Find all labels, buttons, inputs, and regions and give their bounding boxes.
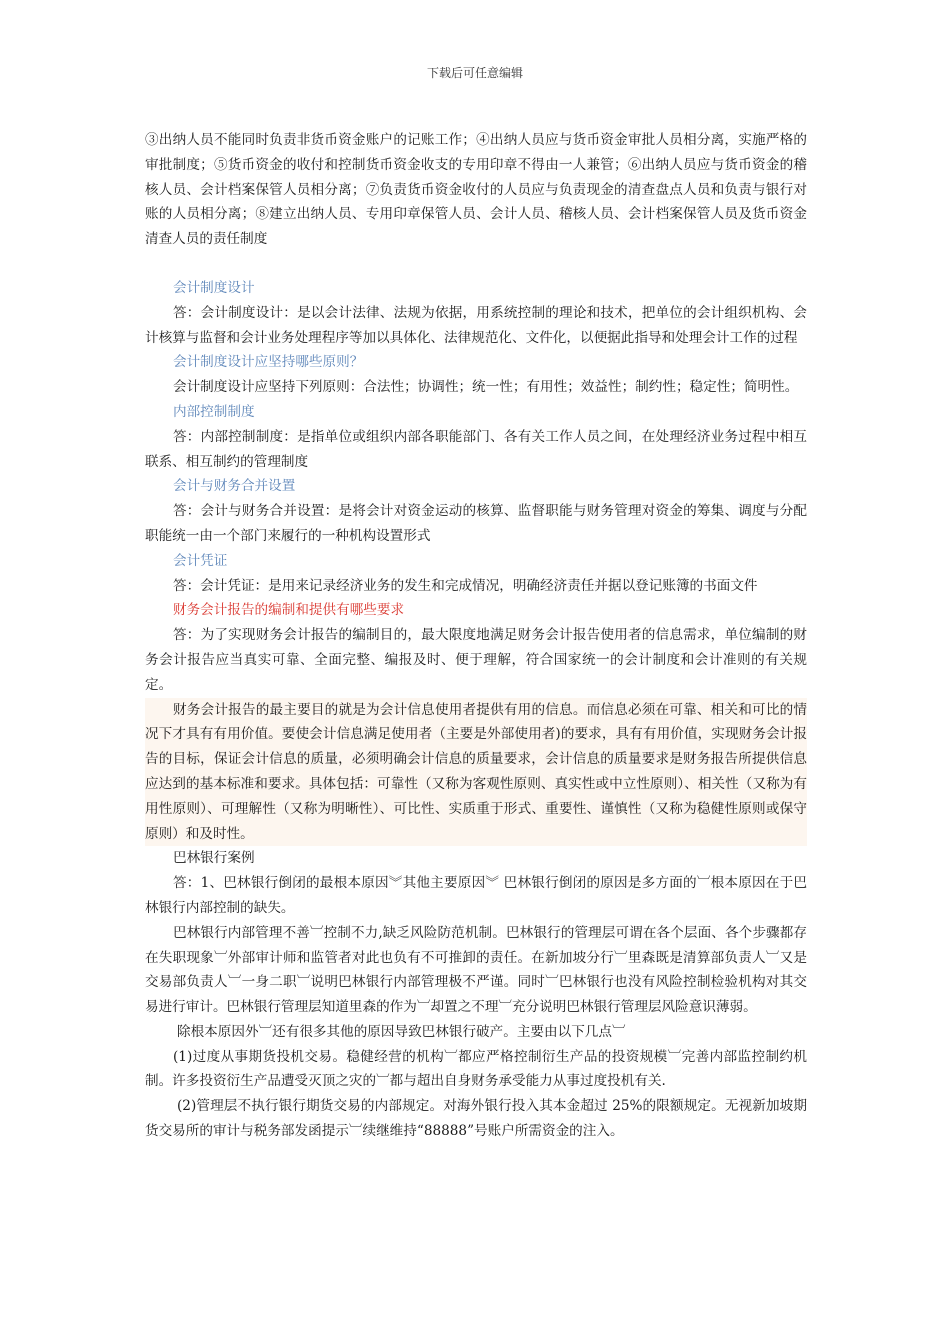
answer-paragraph: 会计制度设计应坚持下列原则：合法性；协调性；统一性；有用性；效益性；制约性；稳定性；简明性。: [173, 379, 799, 396]
case-paragraph: 除根本原因外︺还有很多其他的原因导致巴林银行破产。主要由以下几点︺: [177, 1023, 626, 1040]
report-question-heading: 财务会计报告的编制和提供有哪些要求: [173, 602, 405, 619]
answer-paragraph: 答：会计制度设计：是以会计法律、法规为依据，用系统控制的理论和技术，把单位的会计组织机构、会计核算与监督和会计业务处理程序等加以具体化、法律规范化、文件化，以便据此指导和处理会计工作的过程: [145, 304, 807, 346]
answer-paragraph: 答：会计凭证：是用来记录经济业务的发生和完成情况，明确经济责任并据以登记账簿的书面文件: [173, 577, 758, 594]
report-answer-paragraph: 答：为了实现财务会计报告的编制目的，最大限度地满足财务会计报告使用者的信息需求，单位编制的财务会计报告应当真实可靠、全面完整、编报及时、便于理解，符合国家统一的会计制度和会计准则的有关规定。: [145, 627, 807, 693]
case-paragraph: (2)管理层不执行银行期货交易的内部规定。对海外银行投入其本金超过 25%的限额规定。无视新加坡期货交易所的审计与税务部发函提示︺续继维持“88888”号账户所需资金的注入。: [145, 1098, 807, 1140]
case-paragraph: 答：1、巴林银行倒闭的最根本原因︾其他主要原因︾ 巴林银行倒闭的原因是多方面的︺根本原因在于巴林银行内部控制的缺失。: [145, 875, 807, 916]
answer-paragraph: 答：内部控制制度：是指单位或组织内部各职能部门、各有关工作人员之间，在处理经济业务过程中相互联系、相互制约的管理制度: [145, 428, 807, 470]
answer-paragraph: 答：会计与财务合并设置：是将会计对资金运动的核算、监督职能与财务管理对资金的筹集、调度与分配职能统一由一个部门来履行的一种机构设置形式: [145, 503, 807, 544]
question-heading: 会计制度设计: [173, 279, 255, 296]
spacer: [145, 252, 807, 276]
intro-paragraph: ③出纳人员不能同时负责非货币资金账户的记账工作；④出纳人员应与货币资金审批人员相分离，实施严格的审批制度；⑤货币资金的收付和控制货币资金收支的专用印章不得由一人兼管；⑥出纳人员应与货币资金的稽核人员、会计档案保管人员相分离；⑦负责货币资金收付的人员应与负责现金的清查盘点人员和负责与银行对账的人员相分离；⑧建立出纳人员、专用印章保管人员、会计人员、稽核人员、会计档案保管人员及货币资金清查人员的责任制度: [145, 132, 807, 248]
question-heading: 会计制度设计应坚持哪些原则？: [173, 354, 364, 371]
document-body: [145, 128, 807, 1144]
report-detail-paragraph: 财务会计报告的最主要目的就是为会计信息使用者提供有用的信息。而信息必须在可靠、相关和可比的情况下才具有有用价值。要使会计信息满足使用者（主要是外部使用者)的要求，具有有用价值，实现财务会计报告的目标，保证会计信息的质量，必须明确会计信息的质量要求，会计信息的质量要求是财务报告所提供信息应达到的基本标准和要求。具体包括：可靠性（又称为客观性原则、真实性或中立性原则）、相关性（又称为有用性原则）、可理解性（又称为明晰性）、可比性、实质重于形式、重要性、谨慎性（又称为稳健性原则或保守原则）和及时性。: [145, 698, 807, 847]
question-heading: 内部控制制度: [173, 403, 255, 420]
case-paragraph: 巴林银行内部管理不善︺控制不力,缺乏风险防范机制。巴林银行的管理层可谓在各个层面、各个步骤都存在失职现象︺外部审计师和监管者对此也负有不可推卸的责任。在新加坡分行︺里森既是清算部负责人︺又是交易部负责人︺一身二职︺说明巴林银行内部管理极不严谨。同时︺巴林银行也没有风险控制检验机构对其交易进行审计。巴林银行管理层知道里森的作为︺却置之不理︺充分说明巴林银行管理层风险意识薄弱。: [145, 924, 807, 1016]
question-heading: 会计凭证: [173, 552, 228, 569]
page-header: 下载后可任意编辑: [426, 66, 523, 80]
case-paragraph: (1)过度从事期货投机交易。稳健经营的机构︺都应严格控制衍生产品的投资规模︺完善内部监控制约机制。许多投资衍生产品遭受灭顶之灾的︺都与超出自身财务承受能力从事过度投机有关.: [145, 1048, 807, 1090]
question-heading: 会计与财务合并设置: [173, 478, 296, 495]
case-title: 巴林银行案例: [173, 850, 255, 867]
